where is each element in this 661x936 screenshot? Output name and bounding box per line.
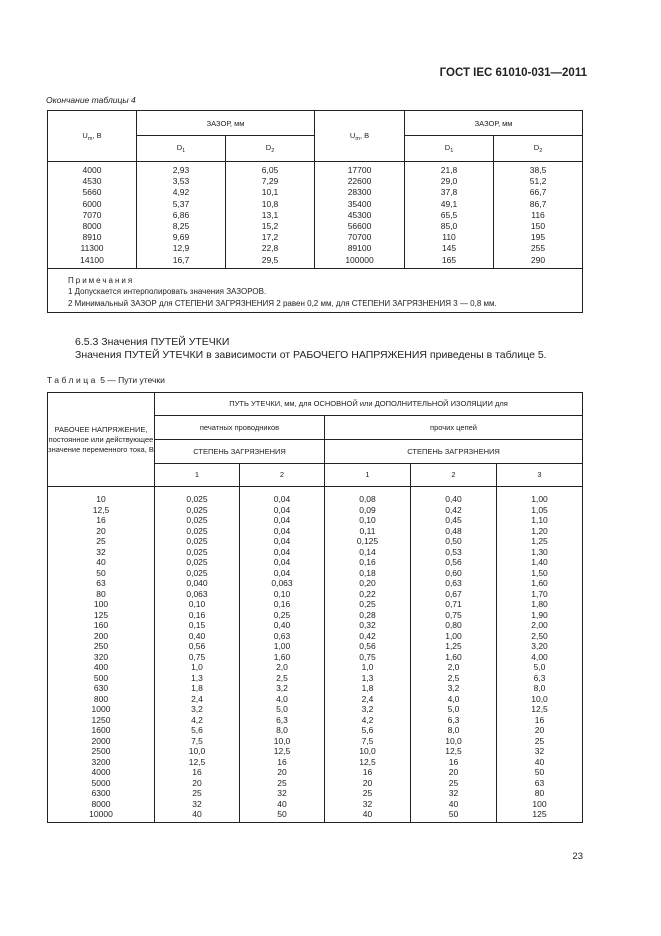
table4-d2-values-left: 6,05 7,29 10,1 10,8 13,1 15,2 17,2 22,8 29,5 [226,162,315,269]
table4-caption: Окончание таблицы 4 [46,95,136,105]
note-1: 1 Допускается интерполировать значения ЗАЗОРОВ. [68,287,267,297]
table4-gap-header-right: ЗАЗОР, мм [405,111,583,136]
table5-other-deg2-values: 0,40 0,42 0,45 0,48 0,50 0,53 0,56 0,60 0,63 0,67 0,71 0,75 0,80 1,00 1,25 1,60 2,0 2,5 3,2 4,0 5,0 6,3 8,0 10,0 12,5 16 20 25 32 40 50 [411,487,497,823]
table5-col-num: 1 [325,464,411,487]
table5-col-num: 2 [411,464,497,487]
table5-voltage-values: 10 12,5 16 20 25 32 40 50 63 80 100 125 160 200 250 320 400 500 630 800 1000 1250 1600 2000 2500 3200 4000 5000 6300 8000 10000 [48,487,155,823]
table4-d1-header-left: $D_1$ [137,136,226,162]
table4-d1-header-right: $D_1$ [405,136,494,162]
table4-d1-values-right: 21,8 29,0 37,8 49,1 65,5 85,0 110 145 165 [405,162,494,269]
table5-degree-header-other: СТЕПЕНЬ ЗАГРЯЗНЕНИЯ [325,440,583,464]
page-number: 23 [572,851,583,862]
table4-um-values-left: 4000 4530 5660 6000 7070 8000 8910 11300 14100 [48,162,137,269]
table5-other-deg3-values: 1,00 1,05 1,10 1,20 1,25 1,30 1,40 1,50 1,60 1,70 1,80 1,90 2,00 2,50 3,20 4,00 5,0 6,3 8,0 10,0 12,5 16 20 25 32 40 50 63 80 100 125 [497,487,583,823]
table4-um-header-left: $U_m$, В [48,111,137,162]
table5-caption: Таблица 5 — Пути утечки [47,375,165,385]
table5-col-num: 2 [240,464,325,487]
table5-col-num: 3 [497,464,583,487]
section-text: Значения ПУТЕЙ УТЕЧКИ в зависимости от РАБОЧЕГО НАПРЯЖЕНИЯ приведены в таблице 5. [75,349,547,361]
table5-printed-deg2-values: 0,04 0,04 0,04 0,04 0,04 0,04 0,04 0,04 0,063 0,10 0,16 0,25 0,40 0,63 1,00 1,60 2,0 2,5 3,2 4,0 5,0 6,3 8,0 10,0 12,5 16 20 25 32 40 50 [240,487,325,823]
table4-d1-values-left: 2,93 3,53 4,92 5,37 6,86 8,25 9,69 12,9 16,7 [137,162,226,269]
table5-other-deg1-values: 0,08 0,09 0,10 0,11 0,125 0,14 0,16 0,18 0,20 0,22 0,25 0,28 0,32 0,42 0,56 0,75 1,0 1,3 1,8 2,4 3,2 4,2 5,6 7,5 10,0 12,5 16 20 25 32 40 [325,487,411,823]
table5-voltage-header: РАБОЧЕЕ НАПРЯЖЕНИЕ, постоянное или действующее значение переменного тока, В [48,393,155,487]
table4-um-header-right: $U_m$, В [315,111,405,162]
table4-um-values-right: 17700 22600 28300 35400 45300 56600 70700 89100 100000 [315,162,405,269]
section-heading: 6.5.3 Значения ПУТЕЙ УТЕЧКИ [75,336,230,348]
table4-d2-header-right: $D_2$ [494,136,583,162]
table4-notes [48,268,583,313]
table5-path-header: ПУТЬ УТЕЧКИ, мм, для ОСНОВНОЙ или ДОПОЛНИТЕЛЬНОЙ ИЗОЛЯЦИИ для [155,393,583,416]
table5 [47,392,583,823]
document-id: ГОСТ IEC 61010-031—2011 [439,67,587,79]
notes-title: Примечания [68,275,135,285]
note-2: 2 Минимальный ЗАЗОР для СТЕПЕНИ ЗАГРЯЗНЕНИЯ 2 равен 0,2 мм, для СТЕПЕНИ ЗАГРЯЗНЕНИЯ 3 — 0,8 мм. [68,298,497,308]
table5-other-header: прочих цепей [325,416,583,440]
table5-col-num: 1 [155,464,240,487]
table4-d2-header-left: $D_2$ [226,136,315,162]
table5-degree-header-printed: СТЕПЕНЬ ЗАГРЯЗНЕНИЯ [155,440,325,464]
table5-printed-deg1-values: 0,025 0,025 0,025 0,025 0,025 0,025 0,025 0,025 0,040 0,063 0,10 0,16 0,15 0,40 0,56 0,75 1,0 1,3 1,8 2,4 3,2 4,2 5,6 7,5 10,0 12,5 16 20 25 32 40 [155,487,240,823]
table5-printed-header: печатных проводников [155,416,325,440]
table4-gap-header-left: ЗАЗОР, мм [137,111,315,136]
table4-d2-values-right: 38,5 51,2 66,7 86,7 116 150 195 255 290 [494,162,583,269]
table4 [47,110,583,313]
